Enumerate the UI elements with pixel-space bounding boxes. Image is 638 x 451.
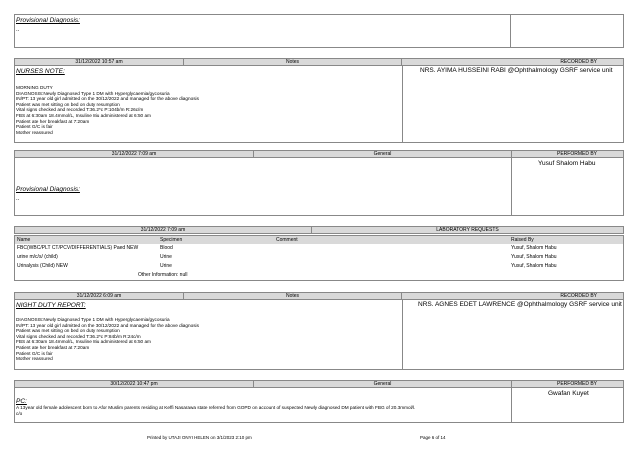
note2-recorded-by: NRS. AGNES EDET LAWRENCE @Ophthalmology GSRF service unit bbox=[418, 301, 622, 308]
lab-col-name: Name bbox=[17, 236, 31, 243]
note-line: Patient was met sitting on bed on duty resumption bbox=[16, 101, 120, 107]
lab-col-raised-by: Raised By bbox=[511, 236, 534, 243]
footer-page-number: Page 6 of 14 bbox=[420, 435, 446, 440]
note-line: FBS at 6:30am 18.4mmol/L, Insuline 8iu administered at 6:50 am bbox=[16, 339, 151, 345]
lab-title-header: LABORATORY REQUESTS bbox=[311, 226, 624, 234]
general1-dots: .. bbox=[16, 196, 20, 202]
provisional-diagnosis-dots: .. bbox=[16, 27, 20, 33]
footer-printed-by: Printed by UTAJI ONYI HELEN on 3/1/2023 2:10 pm bbox=[147, 435, 252, 440]
note-line: DIAGNOSIS:Newly Diagnosed Type 1 DM with Hyperglycaemia/gycosuria bbox=[16, 317, 170, 322]
note2-recorded-by-header: RECORDED BY bbox=[401, 292, 624, 300]
lab-cell-name: Urinalysis (Child) NEW bbox=[17, 263, 68, 270]
note-line: Patient was met sitting on bed on duty resumption bbox=[16, 328, 120, 334]
lab-cell-specimen: Blood bbox=[160, 245, 173, 252]
nurses-note-title: NURSES NOTE: bbox=[16, 68, 65, 75]
note-line: FBS at 6:30am 18.4mmol/L, Insuline 8iu administered at 6:50 am bbox=[16, 112, 151, 118]
lab-cell-name: urine m/c/s/ (child) bbox=[17, 254, 58, 261]
note-line: IN/PT: 13 year old girl admitted on the 30/12/2022 and managed for the above diagnosis bbox=[16, 322, 199, 328]
lab-cell-name: FBC(WBC/PLT CT/PCV/DIFFERENTIALS) Paed NEW bbox=[17, 245, 139, 252]
note-line: Mother reassured bbox=[16, 356, 53, 362]
general1-type-header: General bbox=[253, 150, 512, 158]
general1-performed-by-header: PERFORMED BY bbox=[511, 150, 624, 158]
lab-col-comment: Comment bbox=[276, 236, 298, 243]
general1-provisional-title: Provisional Diagnosis: bbox=[16, 186, 80, 193]
general2-type-header: General bbox=[253, 380, 512, 388]
note1-recorded-by-header: RECORDED BY bbox=[401, 58, 624, 66]
note1-datetime-header: 31/12/2022 10:57 am bbox=[14, 58, 184, 66]
note-line: Vital signs checked and recorded T:36.2*c P:104b/m R:26c/m bbox=[16, 107, 144, 113]
note1-recorder-cell bbox=[402, 65, 624, 143]
note-line: DIAGNOSIS:Newly Diagnosed Type 1 DM with Hyperglycaemia/gycosuria bbox=[16, 90, 170, 96]
note1-type-header: Notes bbox=[183, 58, 402, 66]
note-line: MORNING DUTY bbox=[16, 85, 53, 90]
general2-lines bbox=[16, 405, 415, 416]
note-line: Patient ate her breakfast at 7:20am bbox=[16, 344, 90, 350]
note2-lines bbox=[16, 317, 199, 362]
note2-recorder-cell bbox=[402, 299, 624, 370]
lab-col-specimen: Specimen bbox=[160, 236, 183, 243]
general2-performed-by-header: PERFORMED BY bbox=[511, 380, 624, 388]
note-line: IN/PT: 13 year old girl admitted on the 30/12/2022 and managed for the above diagnosis bbox=[16, 96, 199, 102]
note-line: Mother reassured bbox=[16, 129, 53, 135]
general2-datetime-header: 30/12/2022 10:47 pm bbox=[14, 380, 254, 388]
note2-type-header: Notes bbox=[183, 292, 402, 300]
note-line: c/o bbox=[16, 410, 23, 416]
general1-body-cell bbox=[14, 157, 512, 216]
lab-cell-specimen: Urine bbox=[160, 254, 172, 261]
note-line: Patient ate her breakfast at 7:20am bbox=[16, 118, 90, 124]
lab-other-information: Other Information: null bbox=[138, 272, 188, 279]
general1-datetime-header: 31/12/2022 7:09 am bbox=[14, 150, 254, 158]
provisional-diagnosis-side-cell bbox=[510, 14, 624, 48]
lab-datetime-header: 31/12/2022 7:09 am bbox=[14, 226, 312, 234]
lab-other-information-row bbox=[14, 271, 624, 281]
note-line: Patient G/C is fair bbox=[16, 350, 53, 356]
provisional-diagnosis-main-cell bbox=[14, 14, 511, 48]
lab-cell-raised-by: Yusuf, Shalom Habu bbox=[511, 245, 557, 252]
provisional-diagnosis-title: Provisional Diagnosis: bbox=[16, 17, 80, 24]
general2-performed-by: Gwafan Kuyet bbox=[548, 390, 589, 397]
note1-recorded-by: NRS. AYIMA HUSSEINI RABI @Ophthalmology GSRF service unit bbox=[420, 67, 613, 74]
general1-performed-by: Yusuf Shalom Habu bbox=[538, 160, 596, 167]
general2-pc-title: PC: bbox=[16, 398, 27, 405]
lab-cell-raised-by: Yusuf, Shalom Habu bbox=[511, 254, 557, 261]
note1-lines bbox=[16, 85, 199, 135]
note-line: Patient G/C is fair bbox=[16, 124, 53, 130]
night-duty-report-title: NIGHT DUTY REPORT: bbox=[16, 302, 86, 309]
lab-cell-raised-by: Yusuf, Shalom Habu bbox=[511, 263, 557, 270]
note2-datetime-header: 31/12/2022 6:09 am bbox=[14, 292, 184, 300]
note-line: A 13year old female adolescent born to Afor Muslim parents residing at Keffi Nasarawa state referred from GOPD on account of suspected Newly diagnosed DM patient with FBG of 20.3mmol/l. bbox=[16, 405, 416, 410]
lab-cell-specimen: Urine bbox=[160, 263, 172, 270]
note-line: Vital signs checked and recorded T:36.2*c P:84b/m R:24c/m bbox=[16, 333, 141, 339]
